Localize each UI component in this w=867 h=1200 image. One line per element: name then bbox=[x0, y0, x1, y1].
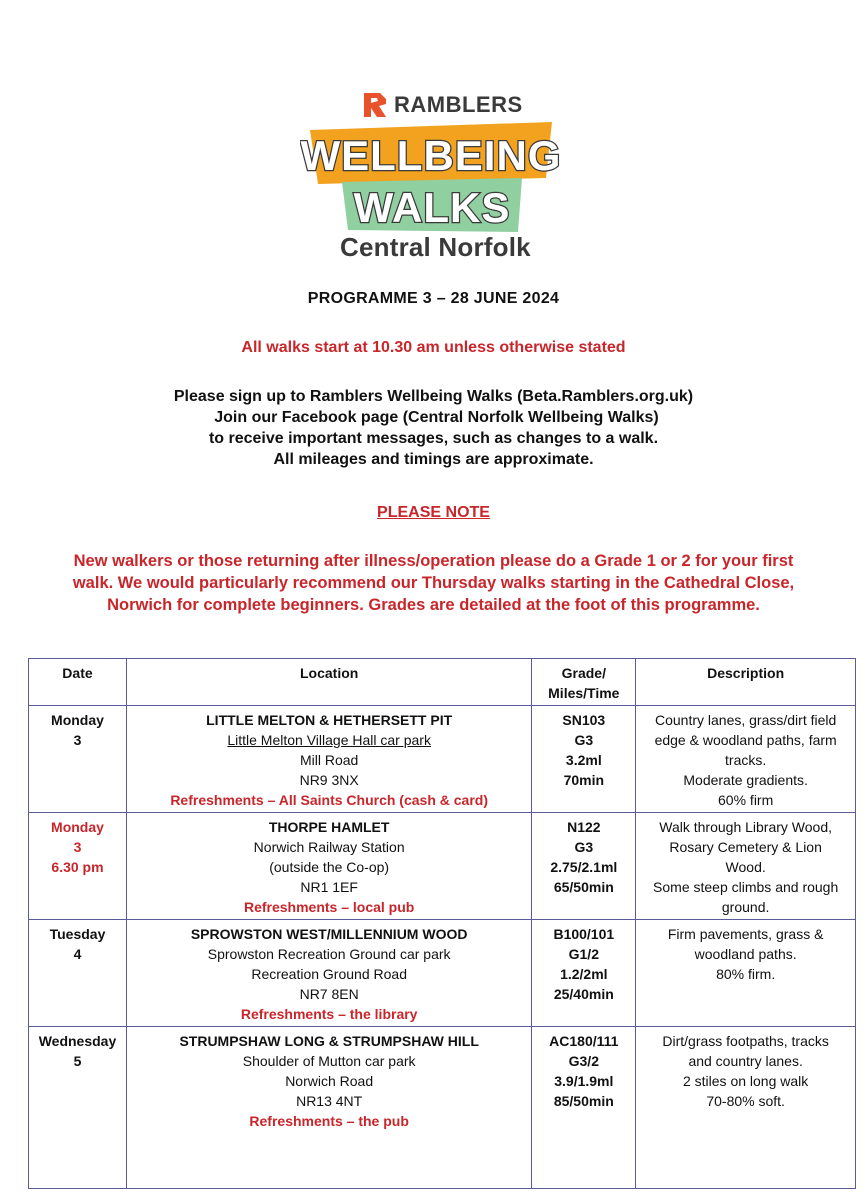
desc-line: Wood. bbox=[725, 859, 766, 875]
walk-grade bbox=[532, 1027, 636, 1189]
walk-refreshments: Refreshments – local pub bbox=[243, 899, 415, 915]
desc-line: edge & woodland paths, farm bbox=[654, 732, 837, 748]
walk-grade bbox=[532, 920, 636, 1027]
desc-line: 70-80% soft. bbox=[706, 1093, 785, 1109]
walk-description bbox=[636, 706, 856, 813]
walk-location bbox=[126, 706, 531, 813]
info-block bbox=[0, 386, 867, 470]
desc-line: 80% firm. bbox=[716, 966, 776, 982]
walk-code: AC180/111 bbox=[549, 1033, 619, 1049]
info-line: Join our Facebook page (Central Norfolk Wellbeing Walks) bbox=[214, 409, 659, 426]
desc-line: Dirt/grass footpaths, tracks bbox=[662, 1033, 829, 1049]
walk-road: Norwich Road bbox=[285, 1073, 374, 1089]
walk-miles: 1.2/2ml bbox=[560, 966, 608, 982]
info-line: Please sign up to Ramblers Wellbeing Walks (Beta.Ramblers.org.uk) bbox=[173, 388, 694, 405]
desc-line: ground. bbox=[721, 899, 770, 915]
desc-line: woodland paths. bbox=[694, 946, 797, 962]
start-time-note: All walks start at 10.30 am unless otherwise stated bbox=[241, 339, 626, 356]
walk-venue: Norwich Railway Station bbox=[253, 839, 405, 855]
walk-duration: 85/50min bbox=[553, 1093, 614, 1109]
walk-day: Wednesday bbox=[38, 1033, 117, 1049]
walk-day: Monday bbox=[51, 712, 104, 728]
walk-road: Mill Road bbox=[299, 752, 359, 768]
header-grade-line: Miles/Time bbox=[548, 685, 620, 701]
walk-title: SPROWSTON WEST/MILLENNIUM WOOD bbox=[190, 926, 468, 942]
wellbeing-walks-banners bbox=[300, 120, 570, 235]
walk-code: SN103 bbox=[562, 712, 606, 728]
info-line: All mileages and timings are approximate. bbox=[273, 451, 594, 468]
walk-date bbox=[29, 706, 127, 813]
region-name: Central Norfolk bbox=[340, 232, 531, 262]
new-walkers-note bbox=[0, 550, 867, 616]
desc-line: 60% firm bbox=[718, 792, 774, 808]
desc-line: and country lanes. bbox=[688, 1053, 803, 1069]
walk-grade-level: G1/2 bbox=[568, 946, 599, 962]
desc-line: Firm pavements, grass & bbox=[667, 926, 824, 942]
walk-day-number: 3 bbox=[73, 732, 82, 748]
desc-line: Rosary Cemetery & Lion bbox=[669, 839, 822, 855]
walk-code: N122 bbox=[567, 819, 601, 835]
walk-date bbox=[29, 813, 127, 920]
walk-description bbox=[636, 813, 856, 920]
walk-day-number: 5 bbox=[73, 1053, 82, 1069]
walk-title: THORPE HAMLET bbox=[268, 819, 390, 835]
note-line: walk. We would particularly recommend our Thursday walks starting in the Cathedral Close, bbox=[72, 574, 795, 592]
walk-location bbox=[126, 920, 531, 1027]
header-location: Location bbox=[126, 659, 531, 706]
banner-line2: WALKS bbox=[353, 184, 511, 231]
walk-duration: 65/50min bbox=[553, 879, 614, 895]
programme-title: PROGRAMME 3 – 28 JUNE 2024 bbox=[307, 290, 560, 307]
walk-postcode: NR9 3NX bbox=[299, 772, 359, 788]
table-header-row bbox=[29, 659, 856, 706]
walk-grade bbox=[532, 706, 636, 813]
walk-grade-level: G3 bbox=[574, 732, 594, 748]
walk-grade-level: G3 bbox=[574, 839, 594, 855]
walk-road: (outside the Co-op) bbox=[269, 859, 390, 875]
walk-road: Recreation Ground Road bbox=[251, 966, 407, 982]
walk-duration: 25/40min bbox=[553, 986, 614, 1002]
table-row bbox=[29, 706, 856, 813]
walk-grade bbox=[532, 813, 636, 920]
please-note-heading: PLEASE NOTE bbox=[377, 504, 490, 521]
desc-line: Some steep climbs and rough bbox=[653, 879, 839, 895]
walk-location bbox=[126, 813, 531, 920]
walk-day-number: 3 bbox=[73, 839, 82, 855]
ramblers-wellbeing-logo bbox=[300, 82, 570, 272]
banner-line1: WELLBEING bbox=[300, 132, 562, 179]
note-line: New walkers or those returning after illness/operation please do a Grade 1 or 2 for your first bbox=[73, 552, 794, 570]
walk-venue: Little Melton Village Hall car park bbox=[227, 732, 431, 748]
walk-miles: 3.2ml bbox=[565, 752, 602, 768]
info-line: to receive important messages, such as changes to a walk. bbox=[208, 430, 659, 447]
walk-postcode: NR1 1EF bbox=[300, 879, 358, 895]
walk-refreshments: Refreshments – All Saints Church (cash & card) bbox=[170, 792, 488, 808]
desc-line: Walk through Library Wood, bbox=[659, 819, 833, 835]
header-grade-line: Grade/ bbox=[561, 665, 606, 681]
walk-duration: 70min bbox=[563, 772, 605, 788]
walk-grade-level: G3/2 bbox=[568, 1053, 599, 1069]
desc-line: Country lanes, grass/dirt field bbox=[654, 712, 837, 728]
walk-miles: 3.9/1.9ml bbox=[554, 1073, 614, 1089]
walk-venue: Sprowston Recreation Ground car park bbox=[207, 946, 451, 962]
header-grade bbox=[532, 659, 636, 706]
desc-line: tracks. bbox=[725, 752, 767, 768]
brand-name: RAMBLERS bbox=[394, 92, 523, 117]
walk-miles: 2.75/2.1ml bbox=[550, 859, 618, 875]
walk-day: Monday bbox=[51, 819, 104, 835]
note-line: Norwich for complete beginners. Grades are detailed at the foot of this programme. bbox=[107, 596, 760, 614]
walk-refreshments: Refreshments – the pub bbox=[249, 1113, 409, 1129]
walk-postcode: NR7 8EN bbox=[299, 986, 359, 1002]
walk-postcode: NR13 4NT bbox=[296, 1093, 363, 1109]
ramblers-r-icon bbox=[362, 91, 388, 119]
table-row bbox=[29, 813, 856, 920]
walk-description bbox=[636, 920, 856, 1027]
header-date: Date bbox=[29, 659, 127, 706]
walk-location bbox=[126, 1027, 531, 1189]
walk-title: LITTLE MELTON & HETHERSETT PIT bbox=[206, 712, 453, 728]
desc-line: Moderate gradients. bbox=[683, 772, 808, 788]
walk-day: Tuesday bbox=[49, 926, 106, 942]
walk-code: B100/101 bbox=[553, 926, 615, 942]
walks-table bbox=[28, 658, 856, 1189]
table-row bbox=[29, 920, 856, 1027]
walk-time: 6.30 pm bbox=[51, 859, 104, 875]
header-description: Description bbox=[636, 659, 856, 706]
walk-refreshments: Refreshments – the library bbox=[240, 1006, 418, 1022]
walk-description bbox=[636, 1027, 856, 1189]
walk-day-number: 4 bbox=[73, 946, 82, 962]
desc-line: 2 stiles on long walk bbox=[682, 1073, 809, 1089]
ramblers-brand bbox=[362, 90, 523, 120]
table-row bbox=[29, 1027, 856, 1189]
walk-venue: Shoulder of Mutton car park bbox=[242, 1053, 416, 1069]
walk-title: STRUMPSHAW LONG & STRUMPSHAW HILL bbox=[179, 1033, 479, 1049]
walk-date bbox=[29, 1027, 127, 1189]
walk-date bbox=[29, 920, 127, 1027]
